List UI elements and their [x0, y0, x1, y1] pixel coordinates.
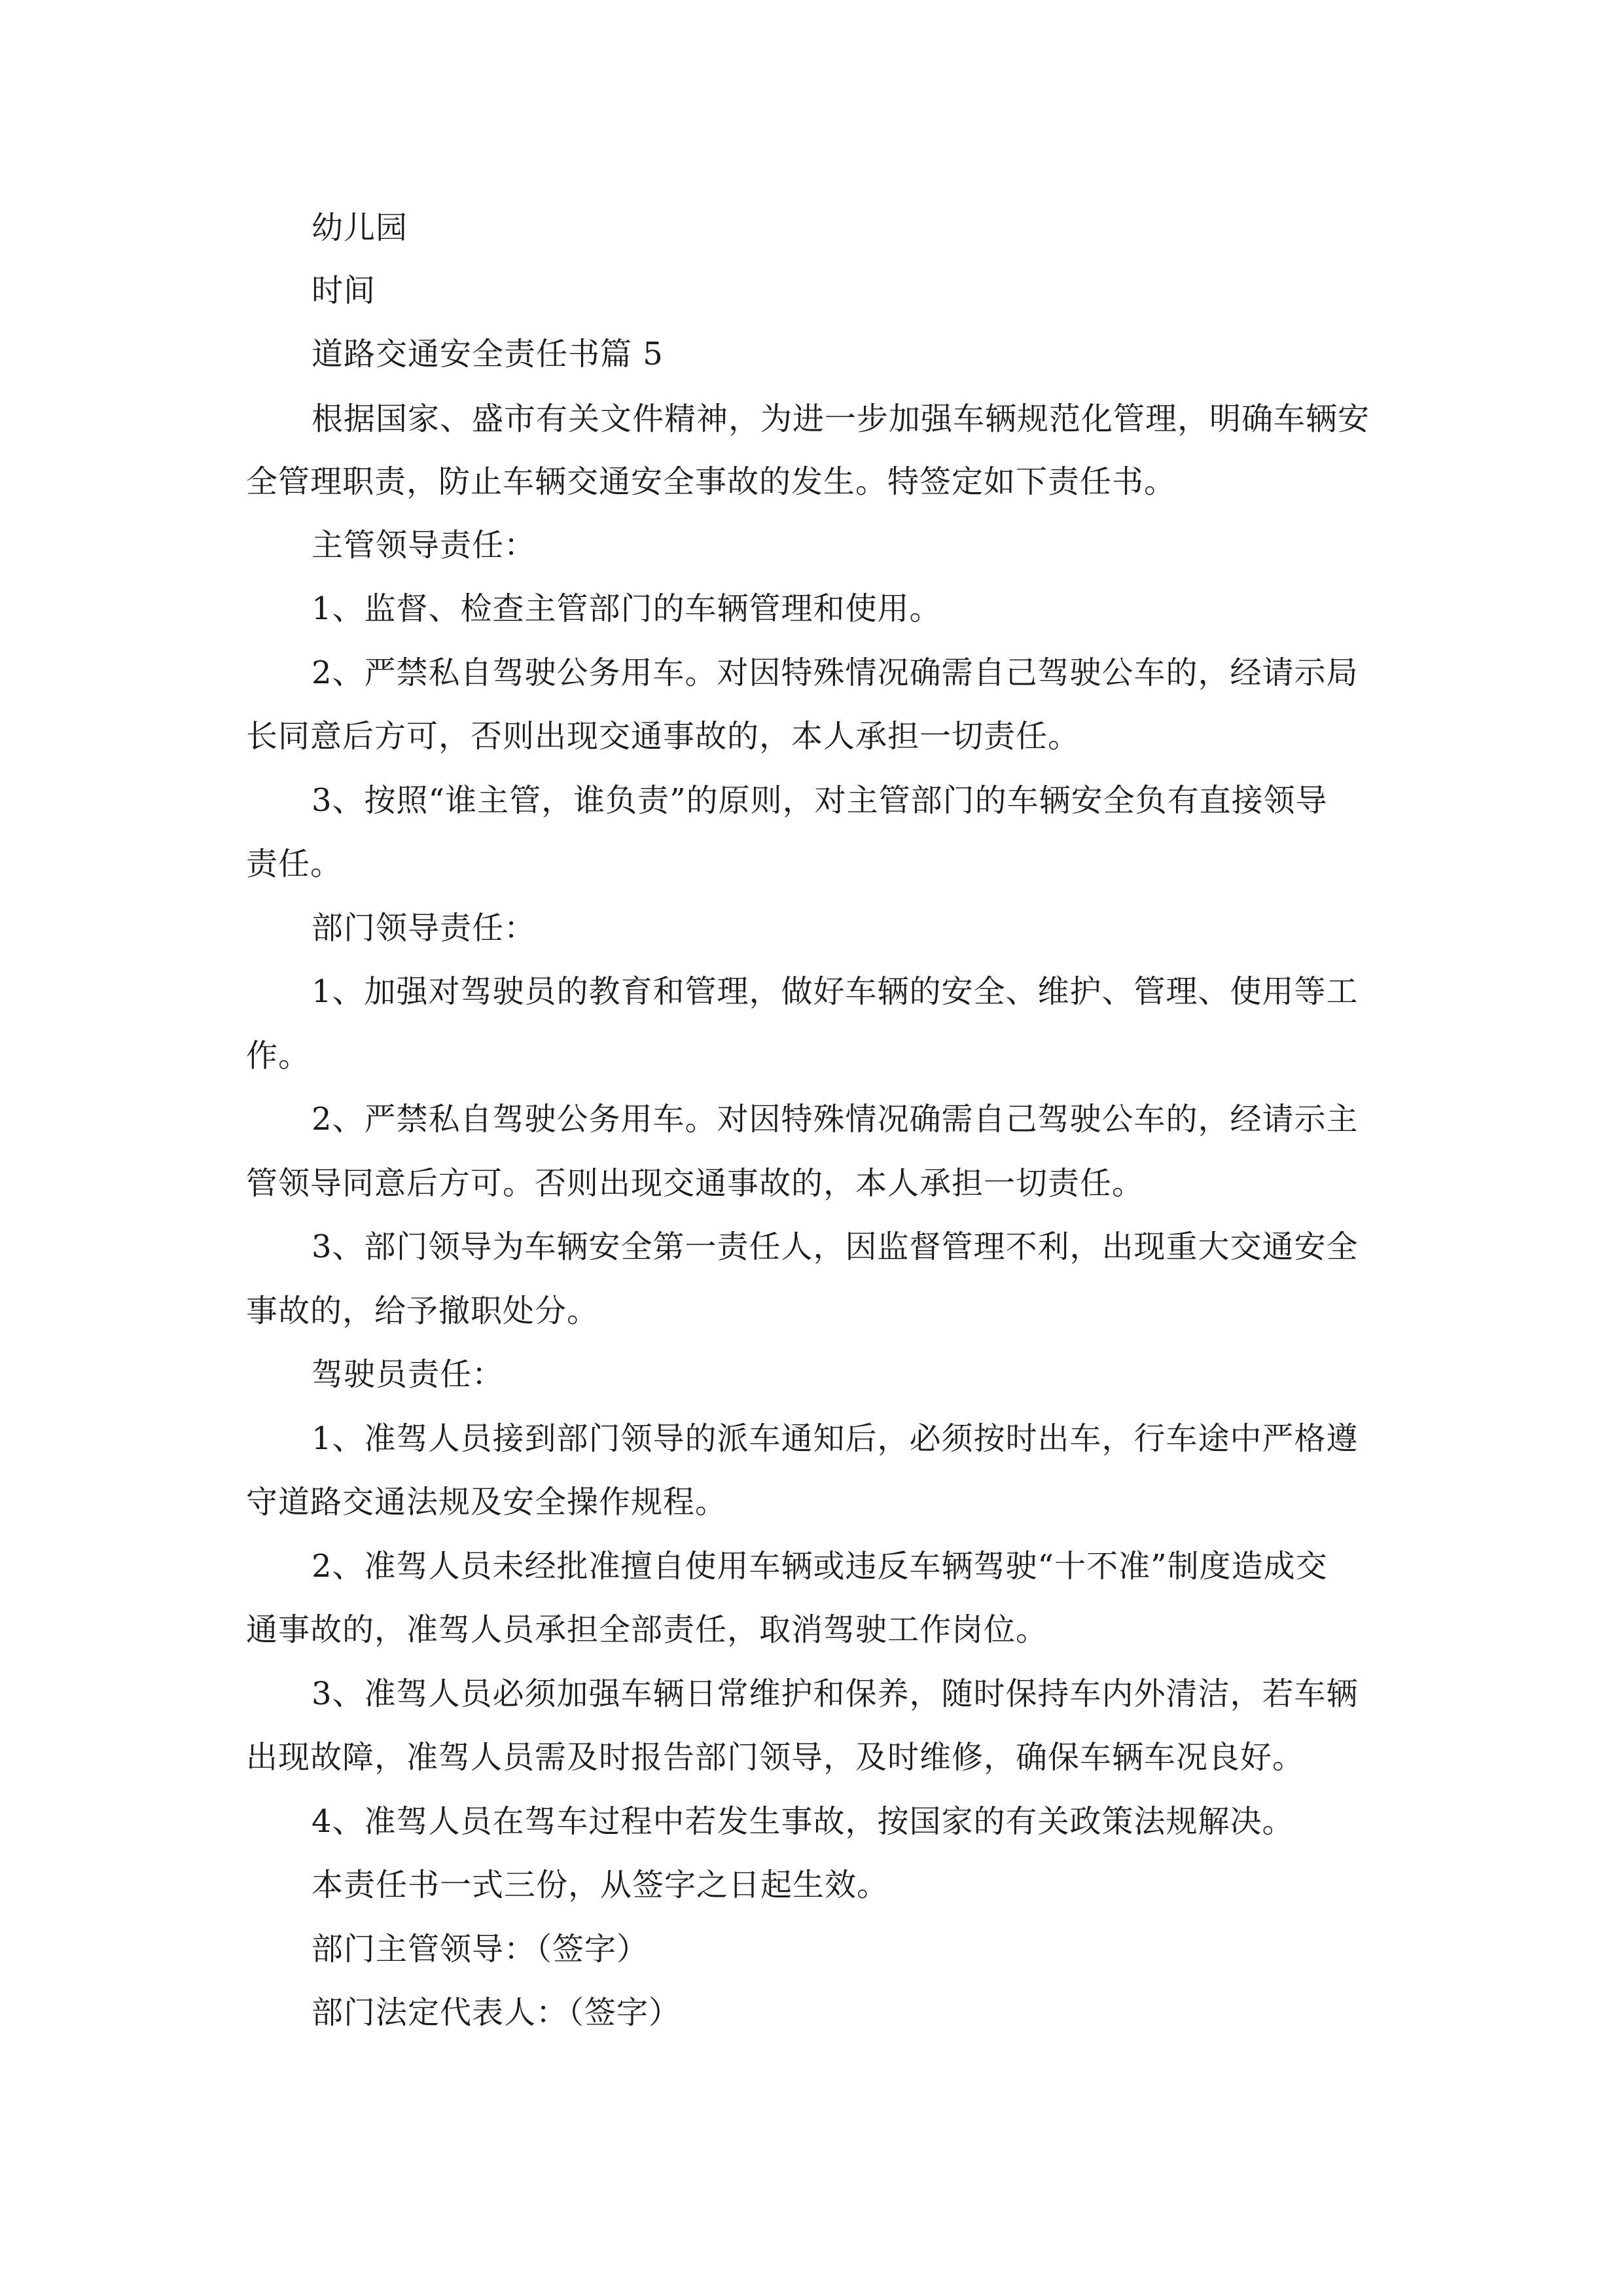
paragraph-line: 4、准驾人员在驾车过程中若发生事故，按国家的有关政策法规解决。	[312, 1803, 1294, 1840]
time-line: 时间	[312, 272, 376, 309]
subsection-heading: 驾驶员责任：	[312, 1356, 505, 1393]
paragraph-line: 2、严禁私自驾驶公务用车。对因特殊情况确需自己驾驶公车的，经请示局	[312, 655, 1359, 691]
paragraph-line: 守道路交通法规及安全操作规程。	[246, 1484, 728, 1520]
signature-line-legal-representative: 部门法定代表人：（签字）	[312, 1994, 681, 2031]
kindergarten-line: 幼儿园	[312, 209, 408, 246]
paragraph-line: 管领导同意后方可。否则出现交通事故的，本人承担一切责任。	[246, 1165, 1145, 1202]
paragraph-line: 责任。	[246, 846, 343, 882]
section-title: 道路交通安全责任书篇 5	[312, 336, 664, 372]
paragraph-line: 作。	[246, 1037, 311, 1074]
paragraph-line: 通事故的，准驾人员承担全部责任，取消驾驶工作岗位。	[246, 1611, 1048, 1648]
paragraph-line: 2、严禁私自驾驶公务用车。对因特殊情况确需自己驾驶公车的，经请示主	[312, 1101, 1359, 1138]
subsection-heading: 主管领导责任：	[312, 527, 537, 564]
paragraph-line: 根据国家、盛市有关文件精神，为进一步加强车辆规范化管理，明确车辆安	[312, 401, 1370, 437]
paragraph-line: 3、按照“谁主管，谁负责”的原则，对主管部门的车辆安全负有直接领导	[312, 782, 1328, 819]
paragraph-line: 本责任书一式三份，从签字之日起生效。	[312, 1867, 889, 1903]
paragraph-line: 1、准驾人员接到部门领导的派车通知后，必须按时出车，行车途中严格遵	[312, 1420, 1359, 1457]
paragraph-line: 1、监督、检查主管部门的车辆管理和使用。	[312, 590, 942, 627]
paragraph-line: 3、部门领导为车辆安全第一责任人，因监督管理不利，出现重大交通安全	[312, 1229, 1359, 1265]
paragraph-line: 1、加强对驾驶员的教育和管理，做好车辆的安全、维护、管理、使用等工	[312, 973, 1359, 1010]
paragraph-line: 3、准驾人员必须加强车辆日常维护和保养，随时保持车内外清洁，若车辆	[312, 1676, 1359, 1712]
paragraph-line: 2、准驾人员未经批准擅自使用车辆或违反车辆驾驶“十不准”制度造成交	[312, 1548, 1328, 1585]
paragraph-line: 长同意后方可，否则出现交通事故的，本人承担一切责任。	[246, 718, 1080, 755]
paragraph-line: 全管理职责，防止车辆交通安全事故的发生。特签定如下责任书。	[246, 463, 1177, 500]
subsection-heading: 部门领导责任：	[312, 910, 537, 946]
signature-line-supervisor: 部门主管领导：（签字）	[312, 1931, 649, 1967]
paragraph-line: 事故的，给予撤职处分。	[246, 1293, 599, 1329]
paragraph-line: 出现故障，准驾人员需及时报告部门领导，及时维修，确保车辆车况良好。	[246, 1739, 1305, 1776]
